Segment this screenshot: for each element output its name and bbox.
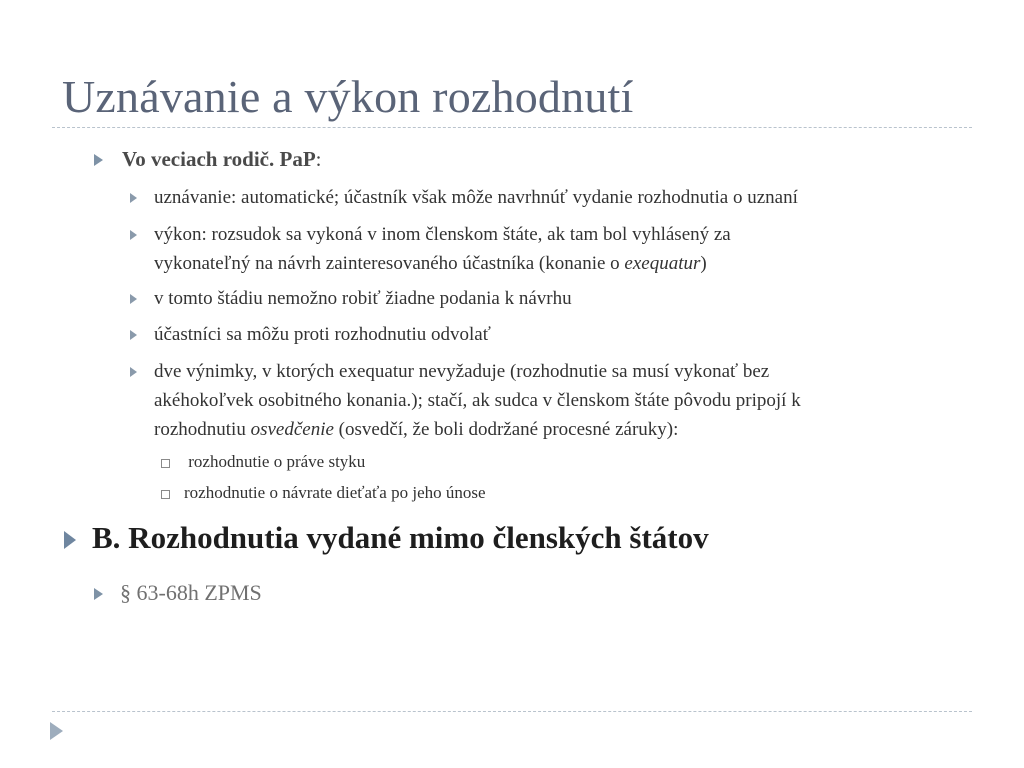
list-item-continuation xyxy=(154,416,678,444)
list-item: uznávanie: automatické; účastník však môže navrhnúť vydanie rozhodnutia o uznaní xyxy=(154,187,798,208)
slide-title: Uznávanie a výkon rozhodnutí xyxy=(62,71,634,122)
list-item-text: rozhodnutiu xyxy=(154,419,251,440)
section-a-heading-bold: Vo veciach rodič. PaP xyxy=(122,147,316,171)
checkbox-square-icon xyxy=(161,490,170,499)
list-item-italic: osvedčenie xyxy=(250,419,334,440)
list-item-continuation xyxy=(154,250,707,278)
section-a-heading-colon: : xyxy=(315,147,322,171)
sub-list-item: rozhodnutie o návrate dieťaťa po jeho únose xyxy=(184,483,486,502)
footer-divider xyxy=(52,711,972,712)
list-item-text: vykonateľný na návrh zainteresovaného účastníka (konanie o xyxy=(154,253,625,274)
bullet-arrow-icon xyxy=(130,367,137,377)
bullet-arrow-icon xyxy=(94,588,103,600)
checkbox-square-icon xyxy=(161,459,170,468)
bullet-arrow-icon xyxy=(130,193,137,203)
section-a-heading xyxy=(122,147,322,172)
section-b-heading: B. Rozhodnutia vydané mimo členských štátov xyxy=(92,520,709,555)
bullet-arrow-icon xyxy=(94,154,103,166)
title-divider xyxy=(52,127,972,128)
section-b-item: § 63-68h ZPMS xyxy=(120,580,262,605)
sub-list-item: rozhodnutie o práve styku xyxy=(184,452,366,471)
list-item: výkon: rozsudok sa vykoná v inom členskom štáte, ak tam bol vyhlásený za xyxy=(154,224,731,245)
list-item-text: ) xyxy=(700,253,707,274)
bullet-arrow-icon xyxy=(130,230,137,240)
list-item: v tomto štádiu nemožno robiť žiadne podania k návrhu xyxy=(154,288,572,309)
list-item: dve výnimky, v ktorých exequatur nevyžaduje (rozhodnutie sa musí vykonať bez xyxy=(154,361,770,382)
list-item-italic: exequatur xyxy=(624,253,701,274)
list-item-text: (osvedčí, že boli dodržané procesné záruky): xyxy=(333,419,679,440)
bullet-arrow-icon xyxy=(130,294,137,304)
bullet-arrow-icon xyxy=(64,531,76,549)
list-item: účastníci sa môžu proti rozhodnutiu odvolať xyxy=(154,324,491,345)
next-slide-arrow-icon[interactable] xyxy=(50,722,63,740)
list-item-continuation: akéhokoľvek osobitného konania.); stačí, ak sudca v členskom štáte pôvodu pripojí k xyxy=(154,390,801,411)
bullet-arrow-icon xyxy=(130,330,137,340)
